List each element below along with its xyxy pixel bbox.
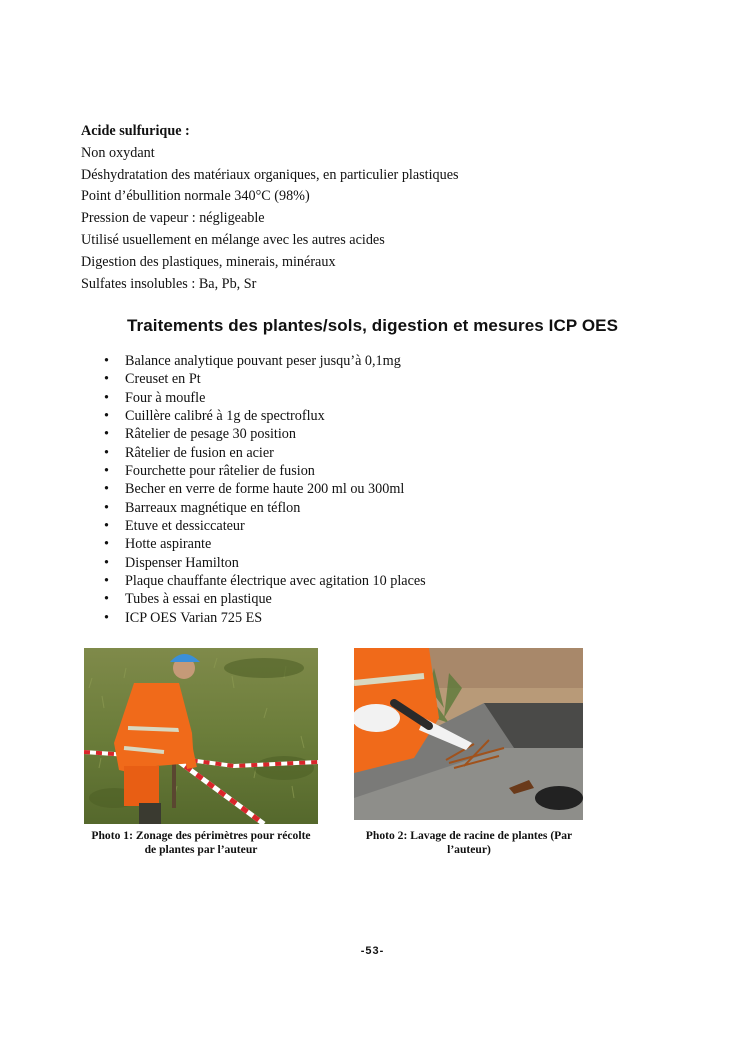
bullet-icon: • (104, 389, 109, 406)
acid-section (81, 121, 681, 295)
photo-caption (78, 829, 324, 857)
photo-caption (350, 829, 588, 857)
acid-line: Déshydratation des matériaux organiques, en particulier plastiques (81, 166, 459, 183)
list-item (104, 370, 426, 388)
list-item-text: Dispenser Hamilton (125, 554, 239, 571)
bullet-icon: • (104, 609, 109, 626)
bullet-icon: • (104, 591, 109, 608)
list-item (104, 499, 426, 517)
list-item (104, 352, 426, 370)
list-item (104, 462, 426, 480)
bullet-icon: • (104, 536, 109, 553)
page-number: -53- (360, 945, 385, 957)
list-item-text: Etuve et dessiccateur (125, 518, 245, 535)
list-item-text: Râtelier de pesage 30 position (125, 426, 296, 443)
bullet-icon: • (104, 371, 109, 388)
list-item (104, 609, 426, 627)
bullet-icon: • (104, 408, 109, 425)
acid-line: Sulfates insolubles : Ba, Pb, Sr (81, 275, 257, 292)
section-title: Traitements des plantes/sols, digestion et mesures ICP OES (126, 316, 619, 335)
list-item (104, 444, 426, 462)
bullet-icon: • (104, 463, 109, 480)
list-item-text: Creuset en Pt (125, 371, 201, 388)
list-item-text: Fourchette pour râtelier de fusion (125, 463, 315, 480)
acid-line: Pression de vapeur : négligeable (81, 210, 265, 227)
list-item-text: Barreaux magnétique en téflon (125, 499, 301, 516)
list-item-text: Four à moufle (125, 389, 206, 406)
list-item-text: Becher en verre de forme haute 200 ml ou 300ml (125, 481, 405, 498)
list-item-text: Cuillère calibré à 1g de spectroflux (125, 408, 325, 425)
bullet-icon: • (104, 444, 109, 461)
bullet-icon: • (104, 481, 109, 498)
list-item (104, 535, 426, 553)
list-item (104, 572, 426, 590)
photo-root-washing (354, 648, 583, 820)
caption-line: de plantes par l’auteur (144, 843, 258, 856)
list-item-text: Plaque chauffante électrique avec agitation 10 places (125, 573, 426, 590)
acid-heading: Acide sulfurique : (81, 123, 190, 139)
list-item-text: Hotte aspirante (125, 536, 212, 553)
acid-line: Non oxydant (81, 144, 155, 161)
bullet-icon: • (104, 353, 109, 369)
caption-line: l’auteur) (447, 843, 491, 856)
list-item (104, 517, 426, 535)
bullet-icon: • (104, 518, 109, 535)
list-item (104, 389, 426, 407)
list-item-text: Râtelier de fusion en acier (125, 444, 274, 461)
acid-line: Digestion des plastiques, minerais, minéraux (81, 253, 336, 270)
acid-line: Utilisé usuellement en mélange avec les autres acides (81, 231, 385, 248)
list-item (104, 407, 426, 425)
list-item-text: ICP OES Varian 725 ES (125, 609, 263, 626)
list-item (104, 480, 426, 498)
acid-line: Point d’ébullition normale 340°C (98%) (81, 188, 310, 205)
list-item (104, 554, 426, 572)
bullet-icon: • (104, 499, 109, 516)
bullet-icon: • (104, 573, 109, 590)
list-item (104, 425, 426, 443)
list-item-text: Tubes à essai en plastique (125, 591, 272, 608)
bullet-icon: • (104, 554, 109, 571)
list-item-text: Balance analytique pouvant peser jusqu’à 0,1mg (125, 353, 401, 369)
caption-line: Photo 1: Zonage des périmètres pour récolte (91, 829, 311, 842)
bullet-icon: • (104, 426, 109, 443)
equipment-list (104, 352, 426, 627)
caption-line: Photo 2: Lavage de racine de plantes (Par (365, 829, 573, 842)
list-item (104, 590, 426, 608)
photo-field-zoning (84, 648, 318, 824)
